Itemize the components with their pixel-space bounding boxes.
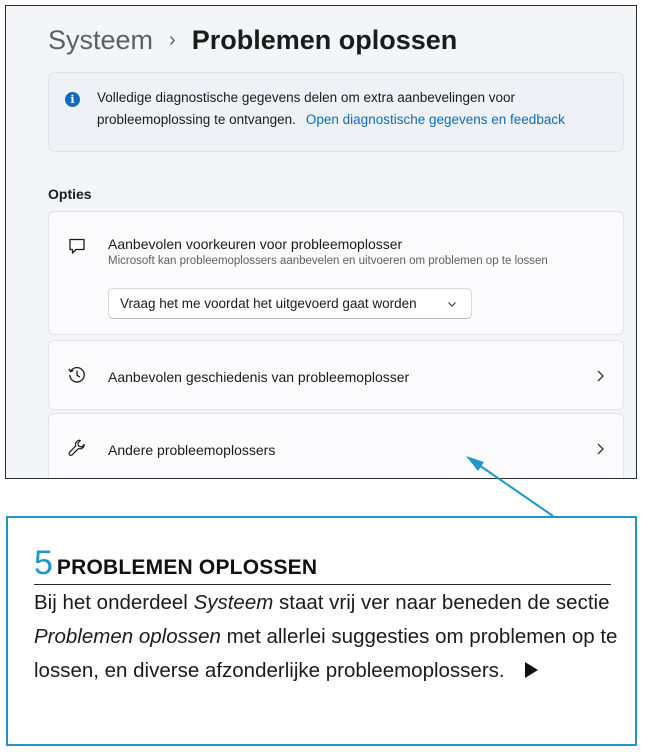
info-icon: i xyxy=(65,92,80,107)
other-troubleshooters-title: Andere probleemoplossers xyxy=(108,442,276,458)
caption-text: Bij het onderdeel xyxy=(34,591,194,614)
caption-box xyxy=(6,516,637,746)
caption-emphasis: Problemen oplossen xyxy=(34,625,221,648)
caption-heading xyxy=(34,544,611,585)
caption-emphasis: Systeem xyxy=(193,591,274,614)
info-text-line1: Volledige diagnostische gegevens delen om extra aanbevelingen voor xyxy=(97,90,516,105)
info-text-line2: probleemoplossing te ontvangen. xyxy=(97,112,296,127)
play-triangle-icon xyxy=(525,662,538,678)
caption-number: 5 xyxy=(34,544,53,582)
chat-bubble-icon xyxy=(67,236,87,256)
history-icon xyxy=(67,365,87,385)
chevron-down-icon xyxy=(447,299,457,309)
caption-text: staat vrij ver naar beneden de sectie xyxy=(273,591,610,614)
breadcrumb-parent[interactable]: Systeem xyxy=(48,24,154,55)
chevron-right-icon xyxy=(595,442,605,456)
recommended-history-title: Aanbevolen geschiedenis van probleemoplosser xyxy=(108,369,410,385)
settings-screenshot xyxy=(5,5,637,479)
other-troubleshooters-card[interactable] xyxy=(48,413,624,479)
recommended-preferences-subtitle: Microsoft kan probleemoplossers aanbevelen en uitvoeren om problemen op te lossen xyxy=(108,255,548,267)
chevron-right-icon xyxy=(595,369,605,383)
diagnostic-feedback-link[interactable]: Open diagnostische gegevens en feedback xyxy=(305,112,565,127)
recommended-preferences-card xyxy=(48,211,624,335)
caption-title: PROBLEMEN OPLOSSEN xyxy=(56,556,318,579)
info-text xyxy=(97,87,612,131)
section-label-options: Opties xyxy=(48,186,92,202)
dropdown-selected-value: Vraag het me voordat het uitgevoerd gaat worden xyxy=(120,296,417,311)
wrench-icon xyxy=(67,438,87,458)
troubleshooter-preference-dropdown[interactable] xyxy=(108,288,472,319)
recommended-preferences-title: Aanbevolen voorkeuren voor probleemoplosser xyxy=(108,236,403,252)
page-title: Problemen oplossen xyxy=(191,24,458,55)
info-bar xyxy=(48,72,624,152)
breadcrumb xyxy=(48,20,457,60)
breadcrumb-separator: › xyxy=(169,28,176,51)
caption-body xyxy=(34,586,619,688)
recommended-history-card[interactable] xyxy=(48,340,624,410)
caption-text: met allerlei suggesties om problemen op te lossen, en diverse afzonderlijke probleemoplossers. xyxy=(34,625,618,682)
